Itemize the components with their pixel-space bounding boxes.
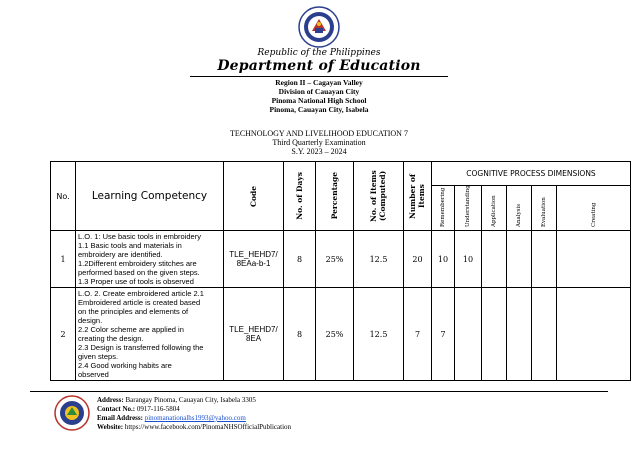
email-link[interactable]: pinomanationalhs1993@yahoo.com (144, 414, 246, 422)
exam-title-block (0, 129, 638, 156)
school-year: S.Y. 2023 – 2024 (291, 147, 347, 156)
competency-line: design. (78, 316, 103, 325)
division-line: Division of Cauayan City (278, 87, 360, 96)
header-creating-cell (557, 186, 631, 231)
row-days: 8 (284, 288, 316, 381)
row-items: 20 (404, 231, 432, 288)
header-items-computed: No. of Items (Computed) (368, 170, 387, 222)
competency-line: 2.2 Color scheme are applied in (78, 325, 184, 334)
header-remembering: Remembering (440, 187, 446, 227)
header-divider (190, 76, 448, 77)
footer-email-label: Email Address: (97, 414, 143, 422)
competency-line: 1.3 Proper use of tools is observed (78, 277, 194, 286)
header-evaluation-cell (532, 186, 557, 231)
footer-contact-label: Contact No.: (97, 405, 136, 413)
row-understanding (455, 288, 482, 381)
school-line: Pinoma National High School (271, 96, 367, 105)
row-code: TLE_HEHD7/ 8EAa-b-1 (224, 231, 284, 288)
table-row (51, 231, 631, 288)
table-of-specifications (50, 161, 631, 381)
row-evaluation (532, 231, 557, 288)
header-code-cell (224, 162, 284, 231)
row-analysis (507, 231, 532, 288)
footer-address: Barangay Pinoma, Cauayan City, Isabela 3305 (125, 396, 256, 404)
department-heading: Department of Education (217, 58, 421, 74)
header-remembering-cell (432, 186, 455, 231)
header-percentage: Percentage (330, 172, 339, 220)
header-no: No. (51, 162, 76, 231)
competency-line: given steps. (78, 352, 119, 361)
competency-line: L.O. 1: Use basic tools in embroidery (78, 232, 201, 241)
row-application (482, 231, 507, 288)
header-analysis-cell (507, 186, 532, 231)
footer-contact (97, 396, 291, 432)
header-understanding-cell (455, 186, 482, 231)
footer-divider (30, 391, 608, 392)
quarter-title: Third Quarterly Examination (272, 138, 366, 147)
competency-line: 1.1 Basic tools and materials in (78, 241, 182, 250)
row-competency (76, 231, 224, 288)
school-address-line: Pinoma, Cauayan City, Isabela (269, 105, 369, 114)
competency-line: creating the design. (78, 334, 144, 343)
republic-heading: Republic of the Philippines (257, 48, 381, 58)
header-creating: Creating (590, 202, 597, 227)
row-evaluation (532, 288, 557, 381)
header-analysis: Analysis (516, 203, 522, 227)
header-application: Application (491, 195, 497, 227)
footer-website-label: Website: (97, 423, 124, 431)
deped-seal-logo (298, 6, 340, 48)
header-application-cell (482, 186, 507, 231)
header-learning-competency: Learning Competency (76, 162, 224, 231)
row-analysis (507, 288, 532, 381)
competency-line: embroidery are identified. (78, 250, 163, 259)
competency-line: on the principles and elements of (78, 307, 189, 316)
row-application (482, 288, 507, 381)
row-days: 8 (284, 231, 316, 288)
row-percentage: 25% (316, 231, 354, 288)
header-items-cell (404, 162, 432, 231)
competency-line: observed (78, 370, 109, 379)
row-competency (76, 288, 224, 381)
row-code: TLE_HEHD7/ 8EA (224, 288, 284, 381)
row-items: 7 (404, 288, 432, 381)
row-no: 1 (51, 231, 76, 288)
school-seal-logo (54, 395, 90, 431)
subject-title: TECHNOLOGY AND LIVELIHOOD EDUCATION 7 (230, 129, 408, 138)
region-line: Region II – Cagayan Valley (275, 78, 363, 87)
competency-line: performed based on the given steps. (78, 268, 200, 277)
competency-line: 2.3 Design is transferred following the (78, 343, 204, 352)
header-cognitive-dimensions: COGNITIVE PROCESS DIMENSIONS (432, 162, 631, 186)
header-evaluation: Evaluation (541, 197, 547, 227)
row-computed: 12.5 (354, 231, 404, 288)
header-no-of-days: No. of Days (295, 172, 304, 220)
competency-line: 1.2Different embroidery stitches are (78, 259, 197, 268)
row-percentage: 25% (316, 288, 354, 381)
footer-contact: 0917-116-5804 (136, 405, 180, 413)
row-remembering: 7 (432, 288, 455, 381)
header-days-cell (284, 162, 316, 231)
row-creating (557, 231, 631, 288)
header-number-of-items: Number of Items (407, 173, 426, 219)
competency-line: 2.4 Good working habits are (78, 361, 172, 370)
header-understanding: Understanding (465, 185, 471, 227)
table-row (51, 288, 631, 381)
competency-line: L.O. 2. Create embroidered article 2.1 (78, 289, 204, 298)
header-computed-cell (354, 162, 404, 231)
footer-address-label: Address: (97, 396, 124, 404)
header-code: Code (249, 185, 258, 207)
row-no: 2 (51, 288, 76, 381)
row-computed: 12.5 (354, 288, 404, 381)
row-remembering: 10 (432, 231, 455, 288)
row-creating (557, 288, 631, 381)
header-percentage-cell (316, 162, 354, 231)
competency-line: Embroidered article is created based (78, 298, 201, 307)
website-link[interactable]: https://www.facebook.com/PinomaNHSOfficialPublication (124, 423, 292, 431)
row-understanding: 10 (455, 231, 482, 288)
